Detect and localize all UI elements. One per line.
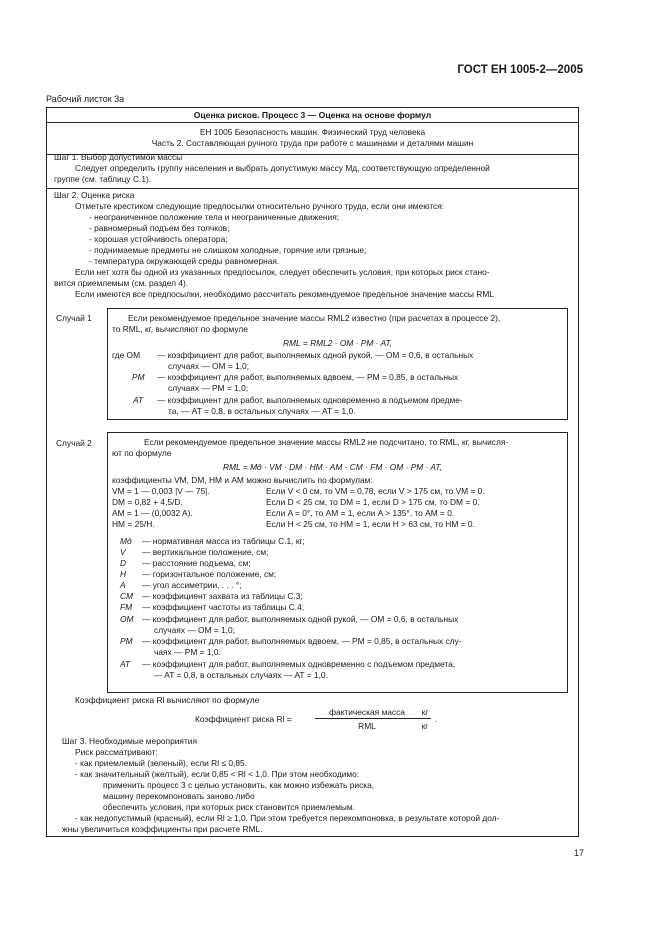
def-sym-pm: PM [120,636,133,646]
def-md: — нормативная масса из таблицы С.1, кг; [142,536,305,546]
def-sym-om: OM [120,614,134,624]
risk-intro: Коэффициент риска Rl вычисляют по формуле [75,695,260,705]
def-om: — коэффициент для работ, выполняемых одной рукой, — OM = 0,6, в остальных [142,614,459,624]
def-cm: — коэффициент захвата из таблицы С.3; [142,591,303,601]
step3-section [47,733,578,838]
def-pm: — коэффициент для работ, выполняемых вдвоем, — PM = 0,85, в остальных слу- [142,636,462,646]
case2-label: Случай 2 [56,438,92,448]
case2-box [107,432,568,693]
case1-sym-p: PM [132,372,145,382]
step2-note1b: вится приемлемым (см. раздел 4). [54,278,189,288]
formula-am: AM = 1 — (0,0032 A). [112,508,193,518]
step3-line5: машину перекомпоновать заново либо [103,791,255,801]
formula-hm-condition: Если H < 25 см, то HM = 1, если H > 63 см, то HM = 0. [266,519,475,529]
formula-dm: DM = 0,82 + 4,5/D. [112,497,183,507]
case1-formula: RML = RML2 · OM · PM · AT, [283,338,393,348]
def-sym-a: A [120,580,126,590]
step3-line6: обеспечить условия, при которых риск становится приемлемым. [103,802,355,812]
case1-def2a: — коэффициент для работ, выполняемых вдвоем, — PM = 0,85, в остальных [157,372,459,382]
table-title: Оценка рисков. Процесс 3 — Оценка на основе формул [47,108,578,123]
step3-line2: - как приемлемый (зеленый), если Rl ≤ 0,85. [75,758,247,768]
def-h: — горизонтальное положение, см; [142,569,277,579]
def-sym-cm: CM [120,591,134,601]
case1-where: где OM [112,350,141,360]
risk-unit-den: кг [421,721,429,731]
def-sym-h: H [120,569,127,579]
premise-1: - неограниченное положение тела и неограниченные движения; [89,212,340,222]
def-d: — расстояние подъема, см; [142,558,251,568]
worksheet-table [46,107,579,837]
risk-period: . [435,714,438,724]
case2-coef-intro: коэффициенты VM, DM, HM и AM можно вычислить по формулам: [112,475,373,485]
def-at-cont: — AT = 0,8, в остальных случаях — AT = 1,0. [154,670,328,680]
case1-label: Случай 1 [56,313,92,323]
def-fm: — коэффициент частоты из таблицы С.4; [142,602,305,612]
step3-heading: Шаг 3. Необходимые мероприятия [62,736,197,746]
step1-line1: Следует определить группу населения и выбрать допустимую массу Mд, соответствующую определенной [75,163,490,173]
step3-line3: - как значительный (желтый), если 0,85 < Rl < 1,0. При этом необходимо: [75,769,360,779]
formula-am-condition: Если A = 0°, то AM = 1, если A > 135°, то AM = 0. [266,508,455,518]
step2-intro: Отметьте крестиком следующие предпосылки относительно ручного труда, если они имеются: [75,201,445,211]
premise-3: - хорошая устойчивость оператора; [89,234,228,244]
standard-header: ГОСТ ЕН 1005-2—2005 [457,64,583,76]
step1-heading: Шаг 1. Выбор допустимой массы [54,152,183,162]
def-sym-md: Mд [120,536,132,546]
premise-5: - температура окружающей среды равномерная. [89,256,280,266]
case1-line2: то RML, кг, вычисляют по формуле [112,324,248,334]
case1-sym-a: AT [133,395,144,405]
subtitle-line-1: ЕН 1005 Безопасность машин. Физический труд человека [199,127,426,137]
step3-line4: применить процесс 3 с целью установить, как можно избежать риска, [103,780,375,790]
formula-vm-condition: Если V < 0 см, то VM = 0,78, если V > 175 см, то VM = 0. [266,486,485,496]
def-sym-v: V [120,547,126,557]
def-sym-fm: FM [120,602,133,612]
formula-hm: HM = 25/H. [112,519,155,529]
sheet-label: Рабочий листок 3а [46,94,125,104]
def-om-cont: случаях — OM = 1,0; [154,625,236,635]
subtitle-line-2: Часть 2. Составляющая ручного труда при работе с машинами и деталями машин [151,138,474,148]
case1-def3a: — коэффициент для работ, выполняемых одновременно в подъемом предме- [157,395,463,405]
step2-note1a: Если нет хотя бы одной из указанных предпосылок, следует обеспечить условия, при которых риск стано- [75,267,490,277]
case1-line1: Если рекомендуемое предельное значение массы RML2 известно (при расчетах в процессе 2), [128,313,501,323]
formula-vm: VM = 1 — 0,003 |V — 75|. [112,486,210,496]
risk-numerator: фактическая масса [315,707,419,719]
case2-formula: RML = Mд · VM · DM · HM · AM · CM · FM · OM · PM · AT, [223,462,443,472]
page-number: 17 [573,848,584,858]
def-pm-cont: чаях — PM = 1,0. [154,647,221,657]
step2-note2: Если имеются все предпосылки, необходимо рассчитать рекомендуемое предельное значение массы RML [75,289,494,299]
case1-def1b: случаях — OM = 1,0; [168,361,250,371]
step1-section [47,149,578,189]
premise-4: - поднимаемые предметы не слишком холодные, горячие или грязные; [89,245,367,255]
case2-line2: ют по формуле [112,448,172,458]
step3-line7: - как недопустимый (красный), если Rl ≥ 1,0. При этом требуется перекомпоновка, в результате которой дол- [75,813,500,823]
case2-line1: Если рекомендуемое предельное значение массы RML2 не подсчитано, то RML, кг, вычисля- [144,437,509,447]
step3-line1: Риск рассматривают: [75,747,158,757]
def-sym-at: AT [120,659,131,669]
risk-lhs: Коэффициент риска Rl = [195,714,292,724]
risk-unit-num: кг [419,707,431,719]
case1-def3b: та, — AT = 0,8, в остальных случаях — AT = 1,0. [168,406,356,416]
def-sym-d: D [120,558,127,568]
formula-dm-condition: Если D < 25 см, то DM = 1, если D > 175 см, то DM = 0. [266,497,480,507]
def-a: — угол ассиметрии, . . . °; [142,580,242,590]
case1-box [107,308,568,420]
def-v: — вертикальное положение, см; [142,547,269,557]
step3-line8: жны увеличиться коэффициенты при расчете RML. [62,824,263,834]
case1-def1a: — коэффициент для работ, выполняемых одной рукой, — OM = 0,6, в остальных [157,350,474,360]
def-at: — коэффициент для работ, выполняемых одновременно с подъемом предмета, [142,659,456,669]
risk-denominator: RML [358,721,376,731]
case1-def2b: случаях — PM = 1,0; [168,383,249,393]
step1-line2: группе (см. таблицу С.1). [54,174,152,184]
step2-heading: Шаг 2. Оценка риска [54,190,135,200]
premise-2: - равномерный подъем без толчков; [89,223,230,233]
